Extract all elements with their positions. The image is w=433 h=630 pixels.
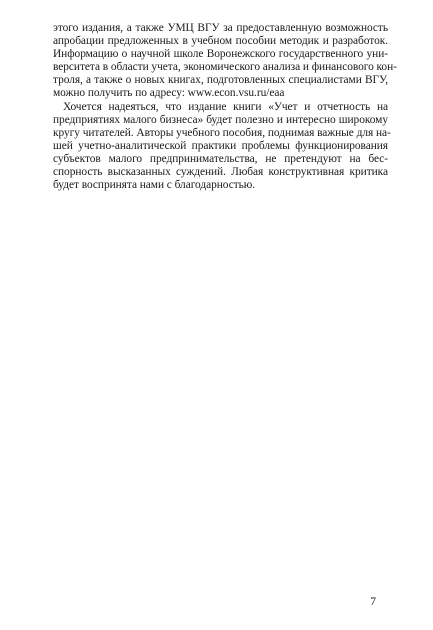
page-number: 7: [370, 596, 376, 608]
text-line: троля, а также о новых книгах, подготовленных специалистами ВГУ,: [53, 73, 388, 86]
text-line: будет воспринята нами с благодарностью.: [53, 178, 256, 191]
text-line: Хочется надеяться, что издание книги «Учет и отчетность на: [63, 101, 388, 114]
text-line: шей учетно-аналитической практики проблемы функционирования: [53, 140, 388, 153]
text-line: субъектов малого предпринимательства, не претендуют на бес-: [53, 153, 388, 166]
text-line: апробации предложенных в учебном пособии методик и разработок.: [53, 34, 388, 47]
text-line: кругу читателей. Авторы учебного пособия, поднимая важные для на-: [53, 127, 391, 140]
text-line: этого издания, а также УМЦ ВГУ за предоставленную возможность: [53, 22, 388, 34]
text-line-with-url: можно получить по адресу: www.econ.vsu.ru/eaa: [53, 86, 285, 99]
paragraph-acknowledgements: [53, 22, 397, 99]
body-text: [53, 22, 397, 192]
text-line: верситета в области учета, экономического анализа и финансового кон-: [53, 60, 397, 73]
text-line: спорность высказанных суждений. Любая конструктивная критика: [53, 165, 388, 178]
text-line: предприятиях малого бизнеса» будет полезно и интересно широкому: [53, 114, 388, 127]
paragraph-hope: [53, 101, 391, 191]
text-line: Информацию о научной школе Воронежского государственного уни-: [53, 47, 388, 60]
